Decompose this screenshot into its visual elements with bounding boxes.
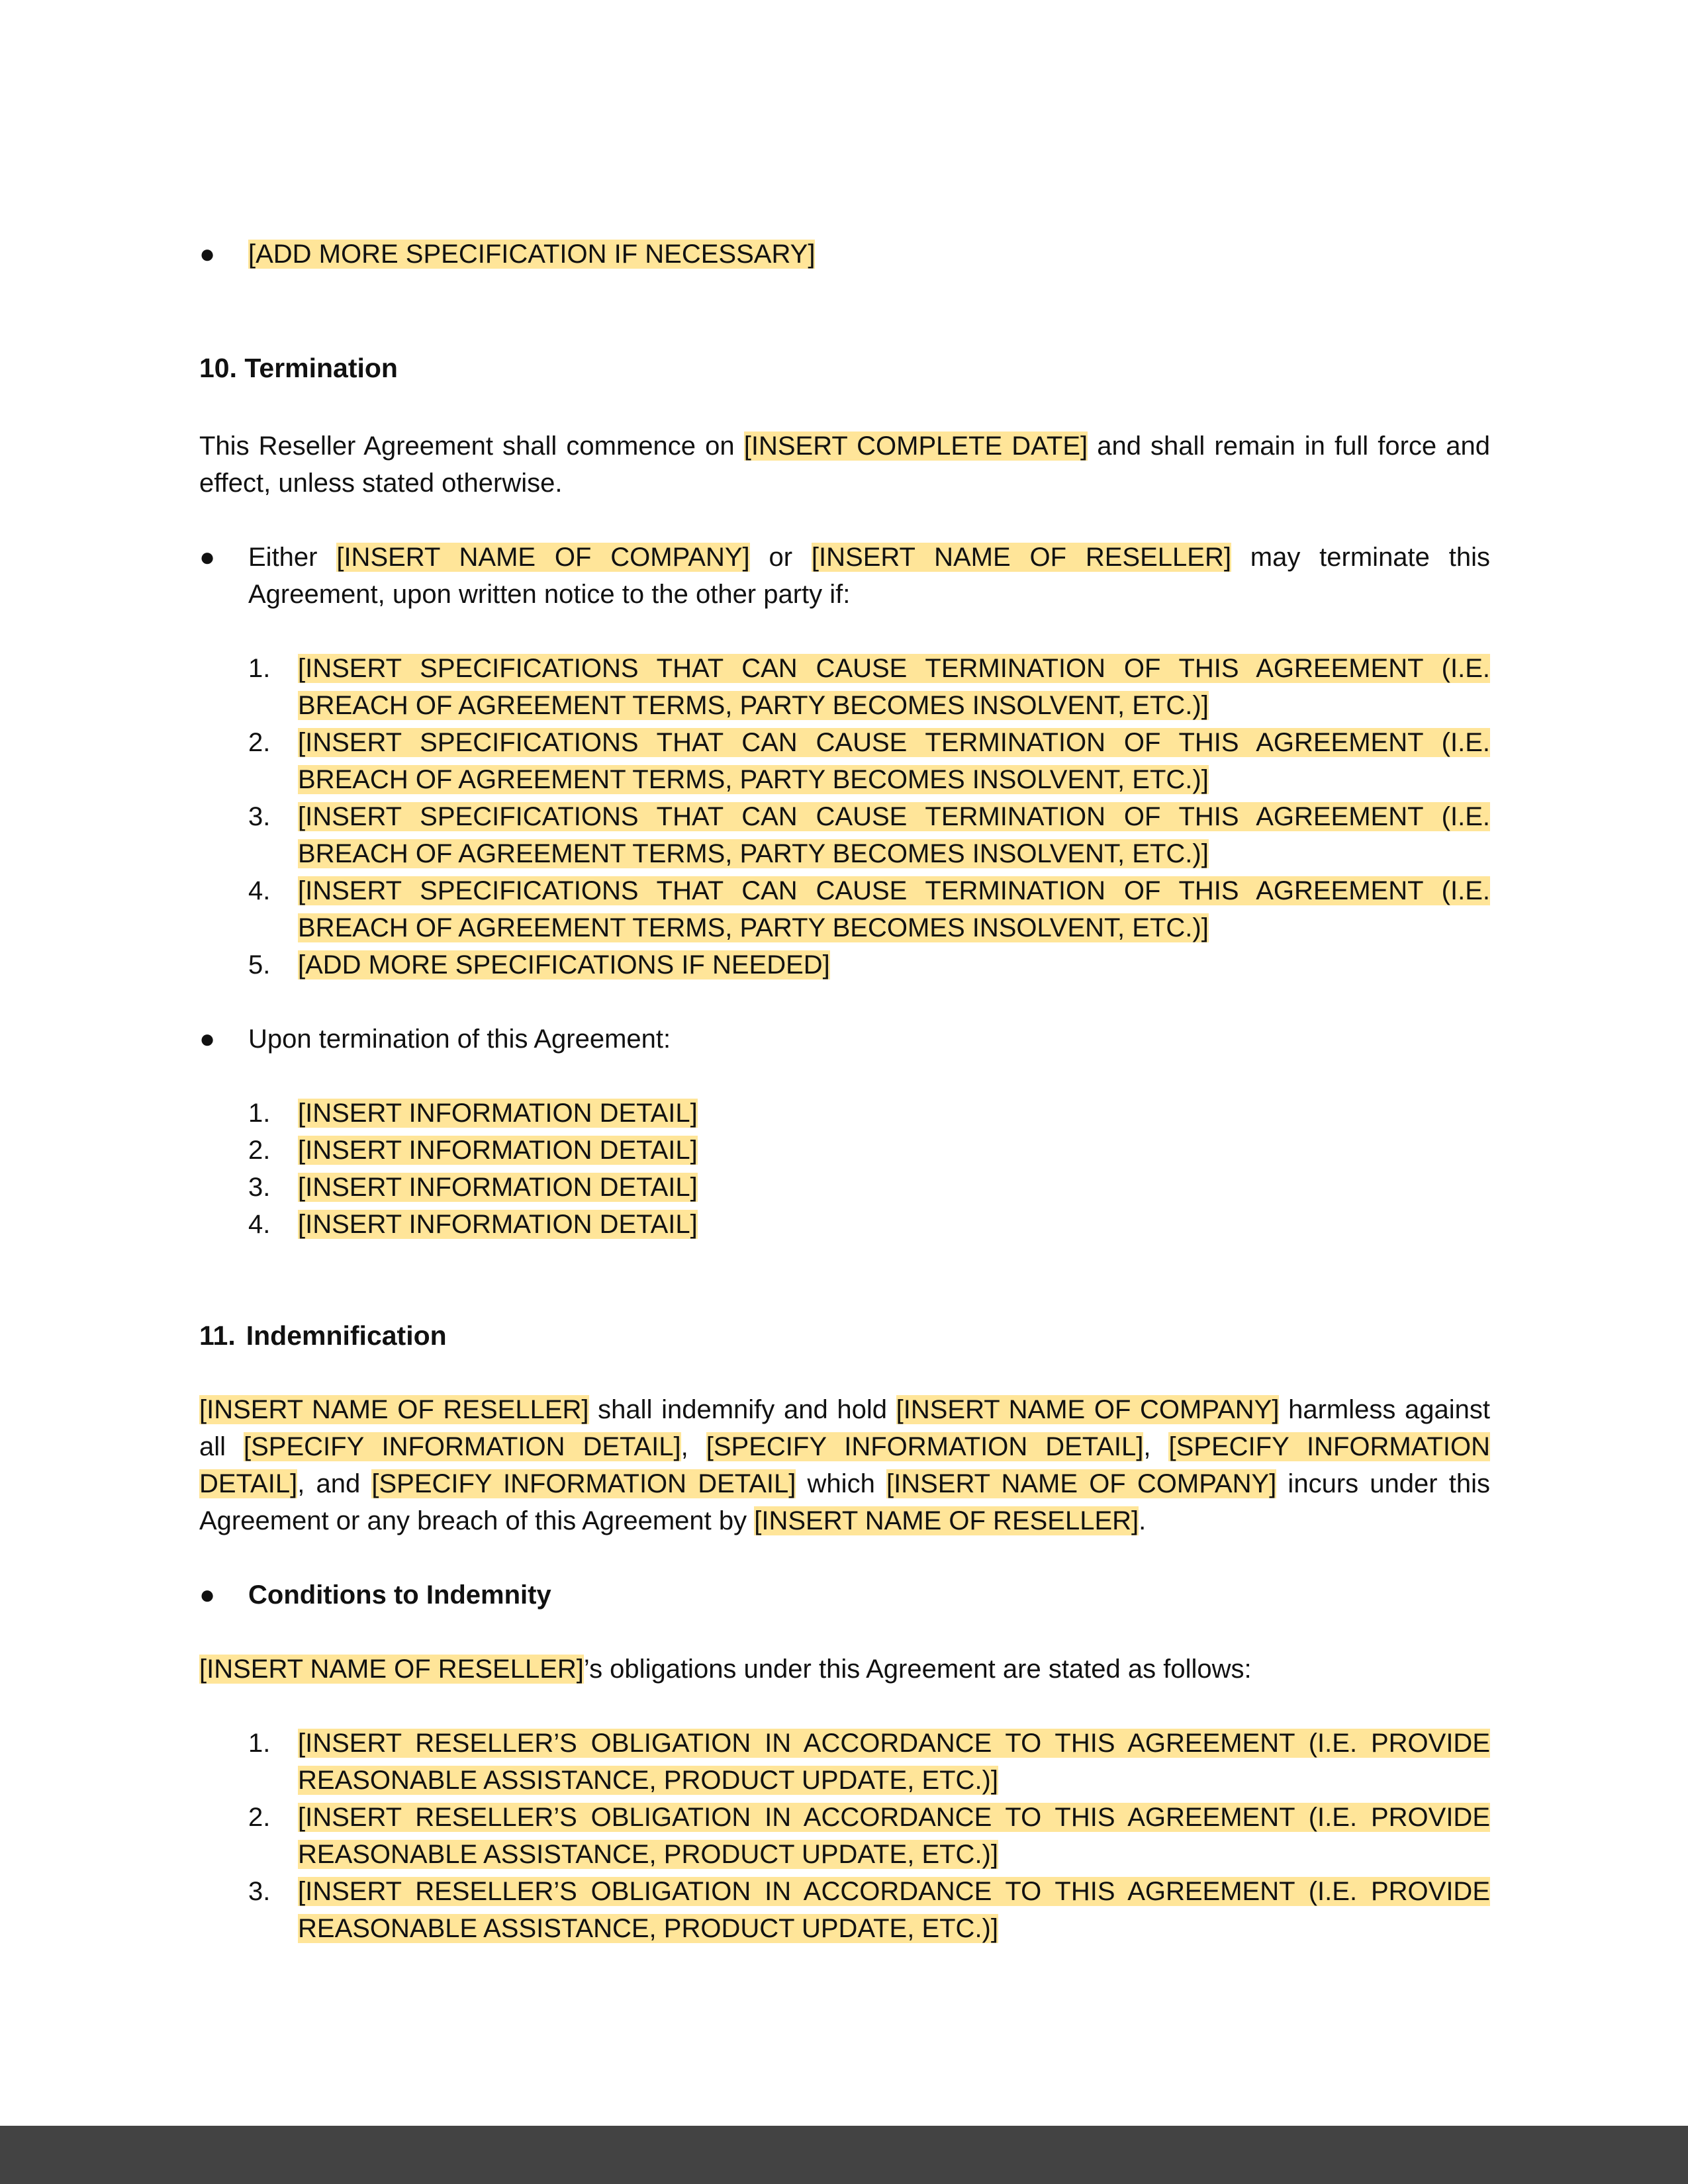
- list-number: 4.: [248, 876, 271, 905]
- placeholder-text: [INSERT INFORMATION DETAIL]: [298, 1210, 698, 1239]
- text: ’s obligations under this Agreement are stated as follows:: [583, 1655, 1252, 1684]
- placeholder-text: [INSERT SPECIFICATIONS THAT CAN CAUSE TERMINATION OF THIS AGREEMENT (I.E. BREACH OF AGREEMENT TERMS, PARTY BECOMES INSOLVENT, ETC.)]: [298, 802, 1490, 868]
- list-item: [298, 1725, 1490, 1799]
- bullet-icon: ●: [199, 1580, 216, 1610]
- bullet-icon: ●: [199, 240, 216, 269]
- placeholder-reseller: [INSERT NAME OF RESELLER]: [199, 1655, 584, 1684]
- conditions-heading: Conditions to Indemnity: [248, 1580, 551, 1610]
- list-item: Upon termination of this Agreement:: [248, 1024, 671, 1054]
- text: harmless against all: [199, 1395, 1490, 1461]
- text: .: [1139, 1506, 1147, 1535]
- placeholder-text: [INSERT RESELLER’S OBLIGATION IN ACCORDANCE TO THIS AGREEMENT (I.E. PROVIDE REASONABLE ASSISTANCE, PRODUCT UPDATE, ETC.)]: [298, 1803, 1490, 1869]
- list-item: [298, 1132, 1490, 1169]
- list-item: [298, 872, 1490, 946]
- footer-bar: [0, 2126, 1688, 2184]
- text: incurs under this Agreement or any breach of this Agreement by: [199, 1469, 1490, 1535]
- list-item: [298, 724, 1490, 798]
- placeholder-company: [INSERT NAME OF COMPANY]: [896, 1395, 1280, 1424]
- indemnification-paragraph: [199, 1391, 1490, 1539]
- placeholder-text: [ADD MORE SPECIFICATION IF NECESSARY]: [248, 240, 816, 269]
- list-number: 2.: [248, 728, 271, 757]
- list-number: 5.: [248, 950, 271, 979]
- placeholder-text: [SPECIFY INFORMATION DETAIL]: [243, 1432, 681, 1461]
- text: which: [796, 1469, 886, 1498]
- placeholder-text: [INSERT SPECIFICATIONS THAT CAN CAUSE TERMINATION OF THIS AGREEMENT (I.E. BREACH OF AGREEMENT TERMS, PARTY BECOMES INSOLVENT, ETC.)]: [298, 876, 1490, 942]
- text: , and: [297, 1469, 372, 1498]
- section-heading-indemnification: [199, 1317, 447, 1354]
- placeholder-text: [INSERT SPECIFICATIONS THAT CAN CAUSE TERMINATION OF THIS AGREEMENT (I.E. BREACH OF AGREEMENT TERMS, PARTY BECOMES INSOLVENT, ETC.)]: [298, 654, 1490, 720]
- heading-number: 11.: [199, 1320, 236, 1351]
- bullet-icon: ●: [199, 543, 216, 572]
- placeholder-company: [INSERT NAME OF COMPANY]: [336, 543, 750, 572]
- placeholder-date: [INSERT COMPLETE DATE]: [743, 432, 1088, 461]
- list-number: 3.: [248, 1173, 271, 1202]
- placeholder-company: [INSERT NAME OF COMPANY]: [886, 1469, 1277, 1498]
- text: may terminate this Agreement, upon written notice to the other party if:: [248, 543, 1490, 609]
- section-heading-termination: 10. Termination: [199, 353, 398, 383]
- placeholder-reseller: [INSERT NAME OF RESELLER]: [754, 1506, 1139, 1535]
- placeholder-text: [SPECIFY INFORMATION DETAIL]: [199, 1432, 1490, 1498]
- list-item: [298, 1169, 1490, 1206]
- placeholder-text: [INSERT INFORMATION DETAIL]: [298, 1173, 698, 1202]
- placeholder-text: [INSERT SPECIFICATIONS THAT CAN CAUSE TERMINATION OF THIS AGREEMENT (I.E. BREACH OF AGREEMENT TERMS, PARTY BECOMES INSOLVENT, ETC.)]: [298, 728, 1490, 794]
- list-number: 1.: [248, 654, 271, 683]
- placeholder-text: [SPECIFY INFORMATION DETAIL]: [706, 1432, 1144, 1461]
- list-number: 1.: [248, 1729, 271, 1758]
- obligation-intro: [199, 1651, 1490, 1688]
- text: or: [749, 543, 812, 572]
- text: This Reseller Agreement shall commence on: [199, 432, 744, 461]
- text: Either: [248, 543, 337, 572]
- list-item: [298, 1095, 1490, 1132]
- list-number: 2.: [248, 1136, 271, 1165]
- text: and shall remain in full force and effect, unless stated otherwise.: [199, 432, 1491, 498]
- placeholder-text: [INSERT INFORMATION DETAIL]: [298, 1099, 698, 1128]
- placeholder-text: [INSERT INFORMATION DETAIL]: [298, 1136, 698, 1165]
- list-item: [248, 539, 1490, 613]
- text: ,: [1143, 1432, 1169, 1461]
- text: shall indemnify and hold: [588, 1395, 896, 1424]
- list-item: [298, 650, 1490, 724]
- placeholder-text: [ADD MORE SPECIFICATIONS IF NEEDED]: [298, 950, 830, 979]
- list-item: [298, 1799, 1490, 1873]
- placeholder-text: [INSERT RESELLER’S OBLIGATION IN ACCORDANCE TO THIS AGREEMENT (I.E. PROVIDE REASONABLE ASSISTANCE, PRODUCT UPDATE, ETC.)]: [298, 1877, 1490, 1943]
- list-item: [298, 946, 1490, 983]
- list-number: 1.: [248, 1099, 271, 1128]
- termination-intro: [199, 428, 1490, 502]
- placeholder-text: [INSERT RESELLER’S OBLIGATION IN ACCORDANCE TO THIS AGREEMENT (I.E. PROVIDE REASONABLE ASSISTANCE, PRODUCT UPDATE, ETC.)]: [298, 1729, 1490, 1795]
- bullet-icon: ●: [199, 1024, 216, 1054]
- list-item: [298, 798, 1490, 872]
- list-item: [248, 236, 1490, 273]
- text: ,: [680, 1432, 706, 1461]
- placeholder-text: [SPECIFY INFORMATION DETAIL]: [371, 1469, 796, 1498]
- heading-text: Indemnification: [246, 1320, 447, 1351]
- list-number: 3.: [248, 802, 271, 831]
- placeholder-reseller: [INSERT NAME OF RESELLER]: [811, 543, 1231, 572]
- list-item: [298, 1206, 1490, 1243]
- list-item: [298, 1873, 1490, 1947]
- list-number: 2.: [248, 1803, 271, 1832]
- list-number: 4.: [248, 1210, 271, 1239]
- placeholder-reseller: [INSERT NAME OF RESELLER]: [199, 1395, 589, 1424]
- list-number: 3.: [248, 1877, 271, 1906]
